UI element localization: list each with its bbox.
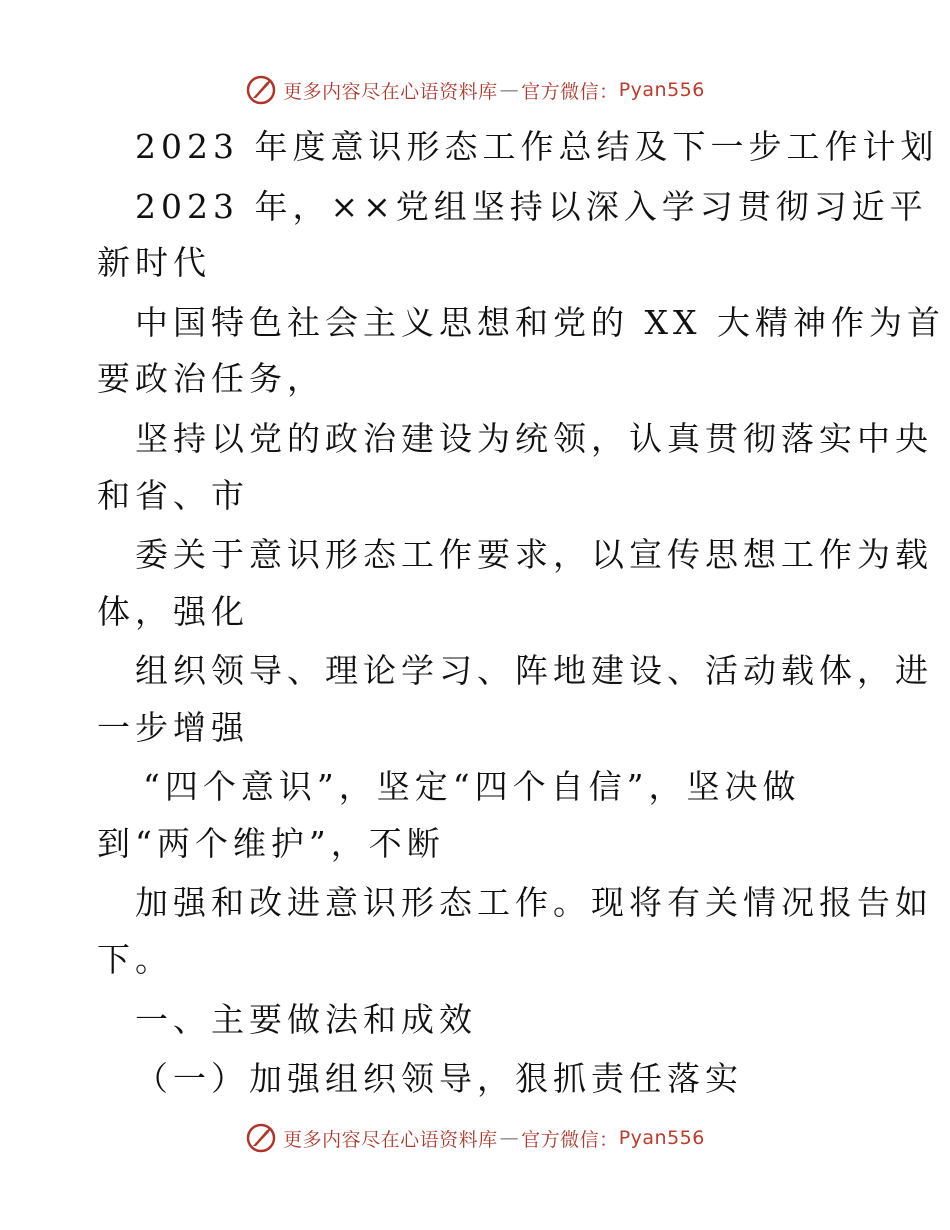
watermark-banner-bottom bbox=[0, 1118, 950, 1158]
paragraph-line: 新时代 bbox=[97, 243, 211, 282]
paragraph-line: 要政治任务， bbox=[97, 359, 325, 398]
watermark-separator: — bbox=[499, 79, 520, 101]
watermark-brand-text: 更多内容尽在心语资料库 bbox=[283, 1128, 498, 1151]
feather-pen-logo-icon bbox=[245, 1122, 277, 1154]
watermark-official-label: 官方微信： bbox=[521, 80, 619, 103]
paragraph-line: 下。 bbox=[97, 940, 173, 979]
paragraph-line: 组织领导、理论学习、阵地建设、活动载体，进 bbox=[135, 651, 933, 690]
watermark-account: Pyan556 bbox=[618, 79, 705, 101]
paragraph-line: 到“两个维护”，不断 bbox=[97, 824, 445, 863]
watermark-banner-top bbox=[0, 70, 950, 110]
paragraph-line: 加强和改进意识形态工作。现将有关情况报告如 bbox=[135, 883, 933, 922]
feather-pen-logo-icon bbox=[245, 74, 277, 106]
subsection-heading: （一）加强组织领导，狠抓责任落实 bbox=[135, 1059, 743, 1098]
paragraph-line: 2023 年，××党组坚持以深入学习贯彻习近平 bbox=[135, 187, 928, 226]
watermark-official-label: 官方微信： bbox=[521, 1128, 619, 1151]
watermark-brand-text: 更多内容尽在心语资料库 bbox=[283, 80, 498, 103]
document-title: 2023 年度意识形态工作总结及下一步工作计划 bbox=[135, 127, 939, 166]
paragraph-line: 委关于意识形态工作要求，以宣传思想工作为载 bbox=[135, 535, 933, 574]
paragraph-line: 坚持以党的政治建设为统领，认真贯彻落实中央 bbox=[135, 419, 933, 458]
watermark-account: Pyan556 bbox=[618, 1127, 705, 1149]
section-heading: 一、主要做法和成效 bbox=[135, 1000, 477, 1039]
watermark-separator: — bbox=[499, 1127, 520, 1149]
paragraph-line: 体，强化 bbox=[97, 592, 249, 631]
paragraph-line: 一步增强 bbox=[97, 708, 249, 747]
paragraph-line: 中国特色社会主义思想和党的 XX 大精神作为首 bbox=[135, 303, 945, 342]
paragraph-line: 和省、市 bbox=[97, 476, 249, 515]
paragraph-line: “四个意识”，坚定“四个自信”，坚决做 bbox=[143, 767, 801, 806]
